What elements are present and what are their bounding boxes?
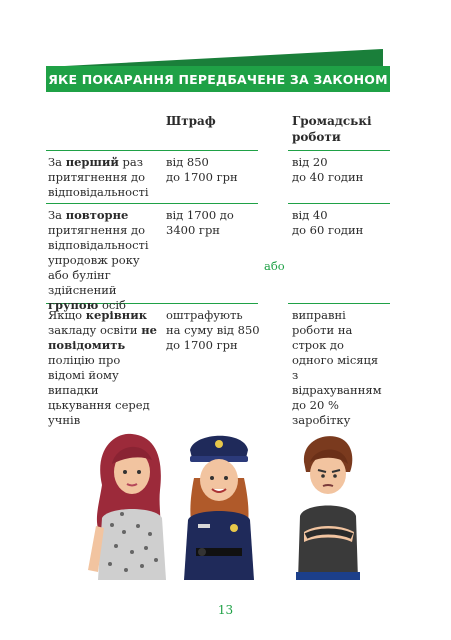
or-label: або (264, 259, 285, 273)
row3-fine: оштрафують на суму від 850 до 1700 грн (166, 308, 260, 352)
row2-community-work: від 40 до 60 годин (292, 208, 364, 237)
page-number: 13 (217, 603, 234, 617)
girl-illustration (84, 430, 174, 580)
emphasis-text: повторне (65, 208, 129, 222)
row3-situation: Якщо керівник закладу освіти не повідомить поліцію про відомі йому випадки цькування серед учнів (48, 308, 157, 427)
page-title: ЯКЕ ПОКАРАННЯ ПЕРЕДБАЧЕНЕ ЗА ЗАКОНОМ (48, 71, 388, 87)
police-officer-illustration (176, 428, 262, 580)
emphasis-text: керівник (85, 308, 148, 322)
table-divider (288, 303, 390, 304)
header-fine: Штраф (166, 114, 216, 128)
row1-community-work: від 20 до 40 годин (292, 155, 364, 184)
header-community-work: Громадські роботи (292, 114, 372, 144)
table-divider (46, 150, 258, 151)
emphasis-text: не повідомить (48, 323, 157, 352)
banner-accent (46, 49, 383, 67)
row1-situation: За перший раз притягнення до відповідальності (48, 155, 149, 199)
row3-community-work: виправні роботи на строк до одного місяця з відрахуванням до 20 % заробітку (292, 308, 382, 427)
table-divider (288, 203, 390, 204)
row2-fine: від 1700 до 3400 грн (166, 208, 234, 237)
row2-situation: За повторне притягнення до відповідальності упродовж року або булінг здійснений групою осіб (48, 208, 149, 312)
boy-illustration (296, 432, 360, 580)
table-divider (46, 203, 258, 204)
emphasis-text: перший (65, 155, 119, 169)
title-banner (46, 66, 390, 92)
table-divider (288, 150, 390, 151)
emphasis-text: групою (48, 298, 99, 312)
row1-fine: від 850 до 1700 грн (166, 155, 238, 184)
